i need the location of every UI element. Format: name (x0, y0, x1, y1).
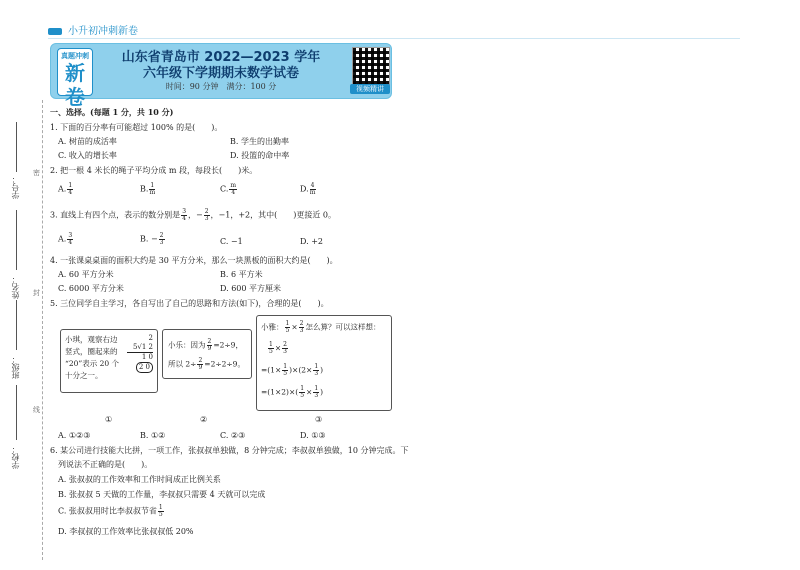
new-paper-badge (57, 48, 93, 109)
exam-subtitle: 六年级下学期期末数学试卷 (142, 66, 299, 81)
cut-dashed-line (42, 100, 43, 560)
q6-stem-line-1: 6. 某公司进行技能大比拼，一项工作，张叔叔单独做，8 分钟完成；李叔叔单独做，10 分钟完成。下 (50, 446, 409, 455)
exam-title: 山东省青岛市 2022—2023 学年 (121, 50, 321, 65)
q3-option-a: A. $\frac{3}{4}$ (58, 232, 73, 246)
q6-stem-line-2: 列说法不正确的是( )。 (58, 460, 153, 469)
student-id-line (16, 122, 17, 172)
q2-stem: 2. 把一根 4 米长的绳子平均分成 m 段，每段长( )米。 (50, 166, 258, 175)
seal-mark-2: 封 (33, 289, 40, 297)
q6-option-a: A. 张叔叔的工作效率和工作时间成正比例关系 (58, 475, 221, 484)
series-tag-icon (48, 28, 62, 35)
q1-option-d: D. 投篮的命中率 (230, 151, 290, 160)
q5-option-a: A. ①②③ (58, 431, 91, 440)
q3-stem: 3. 直线上有四个点，表示的数分别是 $\frac{3}{4}$ ，− $\frac{2}{3}$ ，−1，+2，其中( )更接近 0。 (50, 208, 337, 222)
name-label: 姓名： (11, 275, 20, 299)
exam-header (50, 43, 392, 109)
q3-option-d: D. +2 (300, 237, 324, 246)
q5-long-division: 2 5√1 2 1 0 2 0 (127, 334, 153, 373)
q6-option-c: C. 张叔叔用时比李叔叔节省 $\frac{1}{5}$ (58, 504, 163, 518)
q4-option-c: C. 6000 平方分米 (58, 284, 124, 293)
top-divider (48, 38, 740, 39)
q5-option-d: D. ①③ (300, 431, 326, 440)
q2-option-c: C. $\frac{m}{4}$ (220, 182, 237, 196)
q5-option-b: B. ①② (140, 431, 166, 440)
school-label: 学校： (11, 445, 20, 469)
section-title: 一、选择。(每题 1 分，共 10 分) (50, 107, 174, 117)
exam-meta: 时间：90 分钟 满分：100 分 (165, 82, 277, 91)
q2-option-b: B. $\frac{1}{m}$ (140, 182, 156, 196)
school-line (16, 385, 17, 440)
q4-stem: 4. 一张课桌桌面的面积大约是 30 平方分米，那么一块黑板的面积大约是( )。 (50, 256, 338, 265)
q5-label-2: ② (200, 415, 208, 424)
qr-code-icon (352, 47, 390, 85)
q5-label-3: ③ (315, 415, 323, 424)
q5-box-1: 小琪，观察右边 竖式，圈起来的 “20”表示 20 个 十分之一。 2 5√1 2 1 0 2 0 (60, 329, 158, 393)
class-line (16, 300, 17, 350)
q5-box-2: 小乐：因为 $\frac{2}{9}$ =2÷9， 所以 2÷ $\frac{2}{9}$ =2÷2÷9。 (162, 329, 252, 379)
q3-option-c: C. −1 (220, 237, 243, 246)
q3-option-b: B. − $\frac{2}{3}$ (140, 232, 164, 246)
q1-option-c: C. 收入的增长率 (58, 151, 117, 160)
q4-option-b: B. 6 平方米 (220, 270, 263, 279)
q6-option-b: B. 张叔叔 5 天做的工作量，李叔叔只需要 4 天就可以完成 (58, 490, 266, 499)
seal-mark-3: 线 (33, 406, 40, 414)
badge-top-text: 真题冲刺 (61, 52, 89, 60)
q4-option-a: A. 60 平方分米 (58, 270, 114, 279)
qr-label: 视频精讲 (350, 84, 390, 94)
student-id-label: 学号： (11, 175, 20, 199)
q1-option-b: B. 学生的出勤率 (230, 137, 289, 146)
name-line (16, 210, 17, 270)
q1-option-a: A. 树苗的成活率 (58, 137, 117, 146)
top-series-label (48, 22, 138, 37)
q2-option-a: A. $\frac{1}{4}$ (58, 182, 73, 196)
badge-main-text: 新卷 (65, 61, 85, 109)
class-label: 班级： (11, 355, 20, 379)
q1-stem: 1. 下面的百分率有可能超过 100% 的是( )。 (50, 123, 223, 132)
q2-option-d: D. $\frac{4}{m}$ (300, 182, 316, 196)
q5-option-c: C. ②③ (220, 431, 246, 440)
q4-option-d: D. 600 平方厘米 (220, 284, 282, 293)
q5-box-3: 小雅： $\frac{1}{5}$ × $\frac{2}{3}$ 怎么算？可以这样想： $\frac{1}{5}$ × $\frac{2}{3}$ =(1× $\frac{1}{5}$ )×(2× $\frac{1}{3}$ ) =(1×2)×( $\frac{1}{5}$ × $\frac{1}{3}$ ) (256, 315, 392, 411)
q5-label-1: ① (105, 415, 113, 424)
q6-option-d: D. 李叔叔的工作效率比张叔叔低 20% (58, 527, 194, 536)
series-label: 小升初冲刺新卷 (68, 26, 138, 37)
q5-stem: 5. 三位同学自主学习，各自写出了自己的思路和方法(如下)，合理的是( )。 (50, 299, 329, 308)
seal-mark-1: 密 (33, 169, 40, 177)
